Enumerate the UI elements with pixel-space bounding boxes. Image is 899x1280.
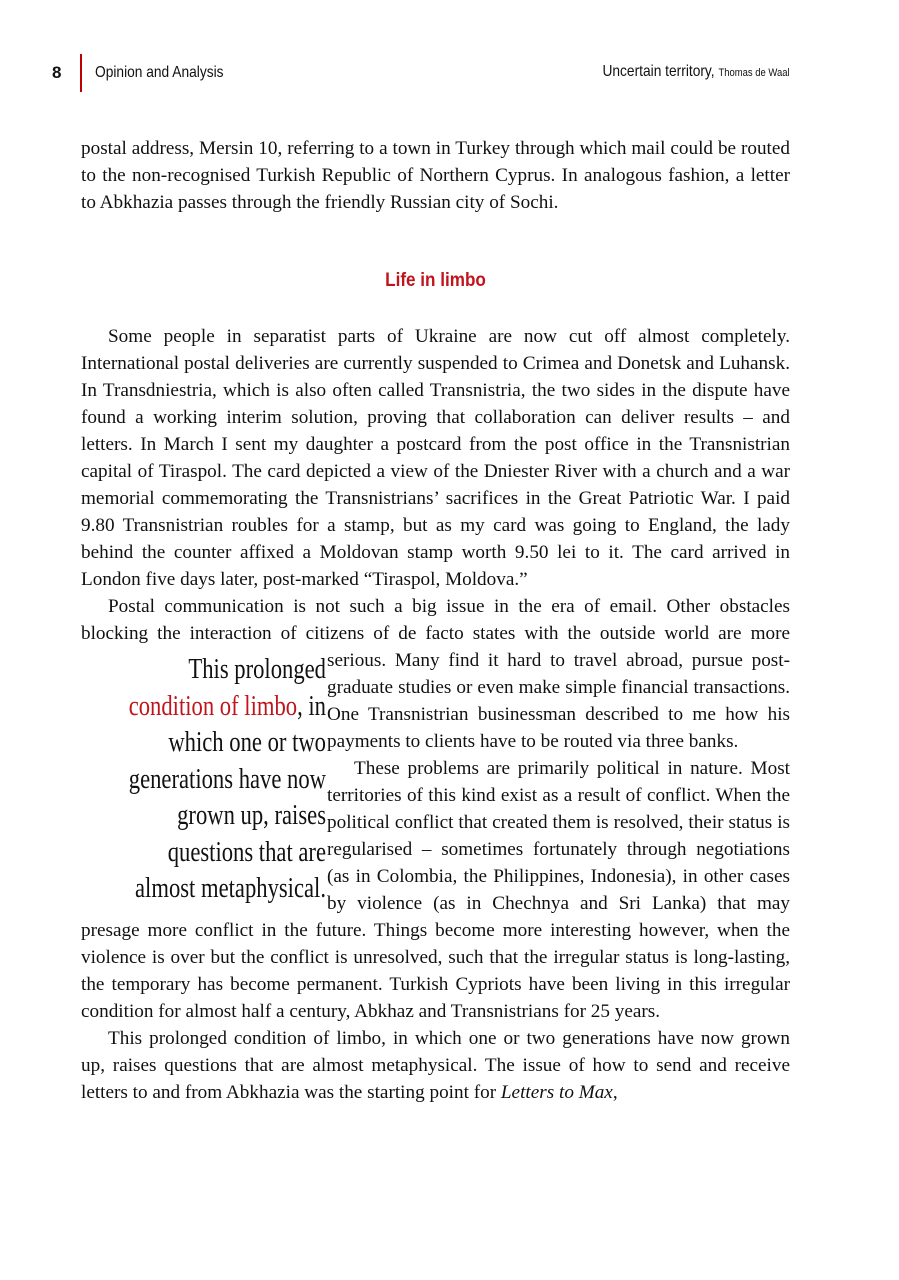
article-title: Uncertain territory, xyxy=(602,63,716,80)
paragraph-4 xyxy=(81,1025,790,1106)
pull-quote-highlight: condition of limbo xyxy=(128,689,298,722)
main-text xyxy=(81,323,790,1106)
page-number: 8 xyxy=(52,63,62,82)
paragraph-1: Some people in separatist parts of Ukraine are now cut off almost completely. International postal deliveries are currently suspended to Crimea and Donetsk and Luhansk. In Transdniestria, which is also often called Transnistria, the two sides in the dispute have found a working interim solution, proving that collaboration can deliver results – and letters. In March I sent my daughter a postcard from the post office in the Transnistrian capital of Tiraspol. The card depicted a view of the Dniester River with a church and a war memorial commemorating the Transnistrians’ sacrifices in the Great Patriotic War. I paid 9.80 Transnistrian roubles for a stamp, but as my card was going to England, the lady behind the counter affixed a Moldovan stamp worth 9.50 lei to it. The card arrived in London five days later, post-marked “Tiraspol, Moldova.” xyxy=(81,326,790,590)
book-title: Letters to Max xyxy=(500,1082,613,1103)
paragraph-4-text: This prolonged condition of limbo, in which one or two generations have now grown up, raises questions that are almost metaphysical. The issue of how to send and receive letters to and from Abkhazia was the starting point for xyxy=(81,1028,790,1103)
header-divider xyxy=(80,54,82,92)
intro-paragraph-block xyxy=(81,135,790,216)
paragraph-2-text: Postal communication is not such a big issue in the era of email. Other obstacles blocking the interaction of citizens of de facto states with the outside world xyxy=(81,596,790,644)
pull-quote-before: This prolonged xyxy=(188,653,326,685)
pull-quote-text xyxy=(108,651,326,907)
pull-quote-after: , in which one or two generations have now grown up, raises questions that are almost metaphysical. xyxy=(128,689,326,904)
paragraph-4-end: , xyxy=(612,1082,618,1103)
section-heading: Life in limbo xyxy=(385,270,486,291)
paragraph-3: These problems are primarily political in nature. Most territories of this kind exist as a result of conflict. When the political conflict that created them is resolved, their status is regularised – sometimes fortunately through negotiations (as in Colombia, the Philippines, Indonesia), in other cases by violence (as in Chechnya and Sri Lanka) that may presage more conflict in the future. Things become more interesting however, when the violence is over but the conflict is unresolved, such that the irregular status is long-lasting, the temporary has become permanent. Turkish Cypriots have been living in this irregular condition for almost half a century, Abkhaz and Transnistrians for 25 years. xyxy=(81,758,790,1022)
pull-quote xyxy=(81,647,326,907)
author-name: Thomas de Waal xyxy=(718,67,790,79)
section-title: Opinion and Analysis xyxy=(95,64,224,81)
intro-paragraph: postal address, Mersin 10, referring to a town in Turkey through which mail could be routed to the non-recognised Turkish Republic of Northern Cyprus. In analogous fashion, a letter to Abkhazia passes through the friendly Russian city of Sochi. xyxy=(81,138,790,213)
running-title xyxy=(603,63,790,81)
paragraph-2-continued: are more serious. Many find it hard to travel abroad, pursue post-graduate studies or even make simple financial transactions. One Transnistrian businessman described to me how his payments to clients have to be routed via three banks. xyxy=(327,623,790,752)
